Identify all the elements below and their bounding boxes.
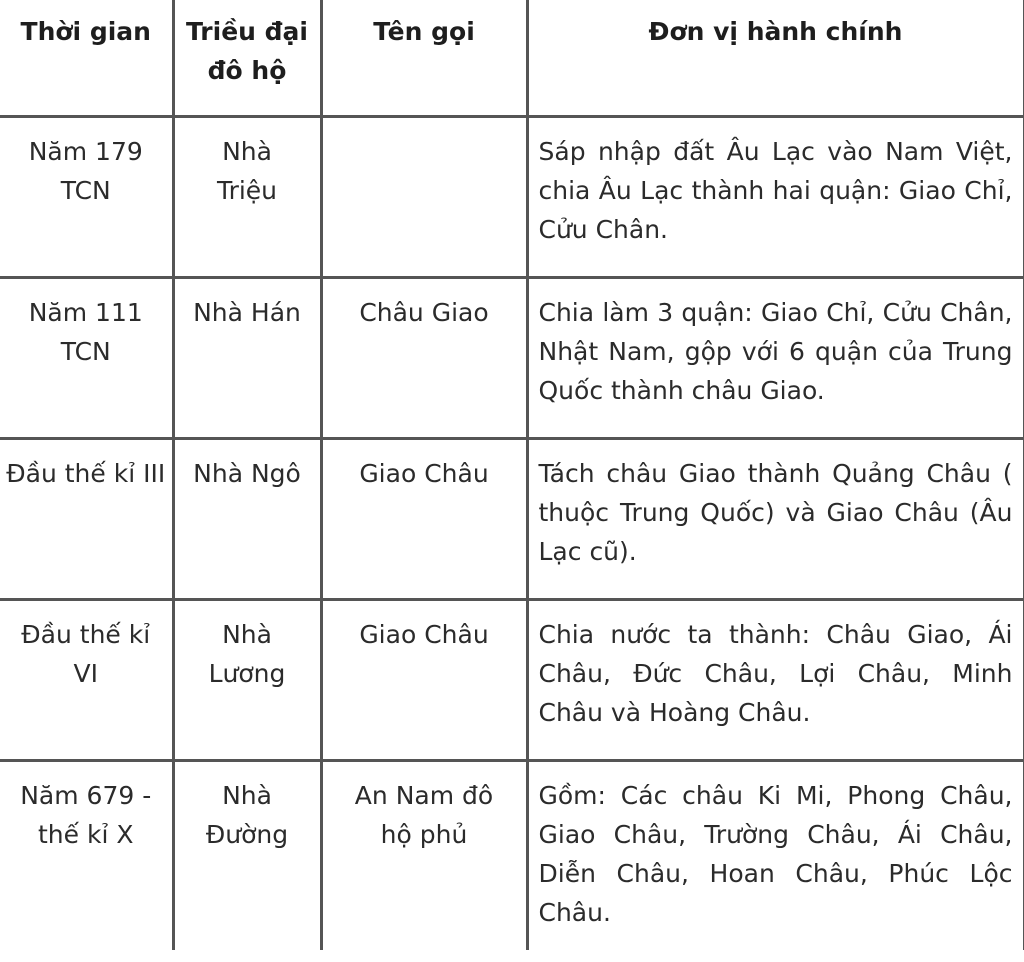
table-row bbox=[0, 599, 1024, 760]
table-row bbox=[0, 116, 1024, 277]
cell-time: Năm 111 TCN bbox=[0, 277, 173, 438]
cell-dynasty: Nhà Lương bbox=[173, 599, 321, 760]
cell-dynasty: Nhà Triệu bbox=[173, 116, 321, 277]
cell-time: Năm 179 TCN bbox=[0, 116, 173, 277]
cell-admin: Sáp nhập đất Âu Lạc vào Nam Việt, chia Âu Lạc thành hai quận: Giao Chỉ, Cửu Chân. bbox=[527, 116, 1024, 277]
table-row bbox=[0, 438, 1024, 599]
cell-admin: Chia nước ta thành: Châu Giao, Ái Châu, Đức Châu, Lợi Châu, Minh Châu và Hoàng Châu. bbox=[527, 599, 1024, 760]
header-dynasty: Triều đại đô hộ bbox=[173, 0, 321, 116]
cell-name: Giao Châu bbox=[321, 438, 527, 599]
cell-time: Đầu thế kỉ III bbox=[0, 438, 173, 599]
header-row bbox=[0, 0, 1024, 116]
cell-admin: Gồm: Các châu Ki Mi, Phong Châu, Giao Châu, Trường Châu, Ái Châu, Diễn Châu, Hoan Châu, Phúc Lộc Châu. bbox=[527, 760, 1024, 950]
cell-admin: Tách châu Giao thành Quảng Châu ( thuộc Trung Quốc) và Giao Châu (Âu Lạc cũ). bbox=[527, 438, 1024, 599]
cell-admin: Chia làm 3 quận: Giao Chỉ, Cửu Chân, Nhật Nam, gộp với 6 quận của Trung Quốc thành châu Giao. bbox=[527, 277, 1024, 438]
cell-time: Đầu thế kỉ VI bbox=[0, 599, 173, 760]
header-time: Thời gian bbox=[0, 0, 173, 116]
cell-name bbox=[321, 116, 527, 277]
cell-dynasty: Nhà Đường bbox=[173, 760, 321, 950]
cell-name: An Nam đô hộ phủ bbox=[321, 760, 527, 950]
cell-time: Năm 679 - thế kỉ X bbox=[0, 760, 173, 950]
table-row bbox=[0, 277, 1024, 438]
table-row bbox=[0, 760, 1024, 950]
header-name: Tên gọi bbox=[321, 0, 527, 116]
cell-dynasty: Nhà Hán bbox=[173, 277, 321, 438]
cell-name: Châu Giao bbox=[321, 277, 527, 438]
cell-name: Giao Châu bbox=[321, 599, 527, 760]
header-admin: Đơn vị hành chính bbox=[527, 0, 1024, 116]
cell-dynasty: Nhà Ngô bbox=[173, 438, 321, 599]
